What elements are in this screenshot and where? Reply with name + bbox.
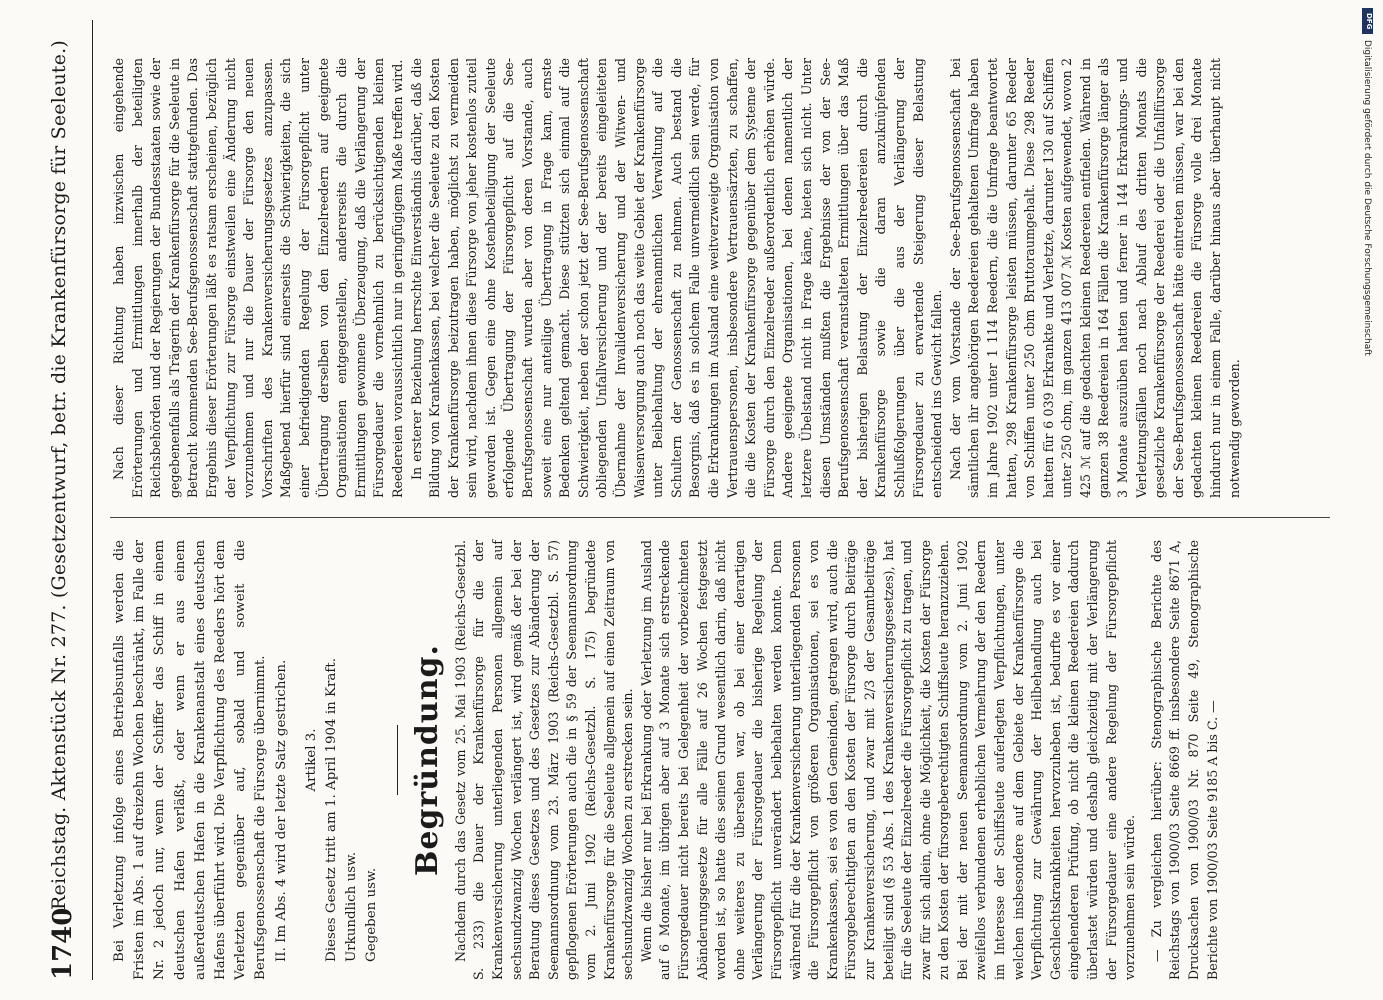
header-rule (92, 20, 93, 980)
paragraph: Wenn die bisher nur bei Erkrankung oder Verletzung im Ausland auf 6 Monate, im übrigen aber auf 3 Monate sich erstreckende Fürsorgedauer nicht bereits bei Gelegenheit der vorbezeichneten Abänderungsgesetze für alle Fälle auf 26 Wochen festgesetzt worden ist, so hatte dies seinen Grund wesentlich darin, daß nicht ohne weiteres zu übersehen war, ob bei einer derartigen Verlängerung der Fürsorgedauer die bisherige Regelung der Fürsorgepflicht unverändert beibehalten werden konnte. Denn während für die der Krankenversicherung unterliegenden Personen die Fürsorgepflicht von größeren Organisationen, sei es von Krankenkassen, sei es von den Gemeinden, getragen wird, auch die Fürsorgeberechtigten an den Kosten der Fürsorge durch Beiträge zur Krankenversicherung, und zwar mit 2/3 der Gesamtbeiträge beteiligt sind (§ 53 Abs. 1 des Krankenversicherungsgesetzes), hat für die Seeleute der Einzelreeder die Fürsorgepflicht zu tragen, und zwar für sich allein, ohne die Möglichkeit, die Kosten der Fürsorge zu den Kosten der fürsorgeberechtigten Schiffsleute heranzuziehen. Bei der mit der neuen Seemannsordnung vom 2. Juni 1902 zweifellos verbundenen erheblichen Vermehrung der den Reedern im Interesse der Schiffsleute auferlegten Verpflichtungen, unter welchen insbesondere auf dem Gebiete der Krankenfürsorge die Verpflichtung zur Gewährung der Heilbehandlung auch bei Geschlechtskrankheiten hervorzuheben ist, bedurfte es vor einer eingehenderen Prüfung, ob nicht die kleinen Reedereien dadurch überlastet würden und deshalb gleichzeitig mit der Verlängerung der Fürsorgedauer eine andere Regelung der Fürsorgepflicht vorzunehmen sein würde. (638, 540, 1138, 980)
left-column (110, 540, 1222, 980)
paragraph: In ersterer Beziehung herrschte Einverständnis darüber, daß die Bildung von Krankenkassen, bei welcher die Seeleute zu den Kosten der Krankenfürsorge beizutragen haben, möglichst zu vermeiden sein wird, nachdem ihnen diese Fürsorge von jeher kostenlos zuteil geworden ist. Gegen eine ohne Kostenbeteiligung der Seeleute erfolgende Übertragung der Fürsorgepflicht auf die See-Berufsgenossenschaft wurden aber von deren Vorstande, auch soweit eine nur anteilige Übertragung in Frage kam, ernste Bedenken geltend gemacht. Diese stützten sich einmal auf die Schwierigkeit, neben der schon jetzt der See-Berufsgenossenschaft obliegenden Unfallversicherung und der bereits eingeleiteten Übernahme der Invalidenversicherung und der Witwen- und Waisenversorgung auch noch das weite Gebiet der Krankenfürsorge unter Beibehaltung der ehrenamtlichen Verwaltung auf die Schultern der Genossenschaft zu nehmen. Auch bestand die Besorgnis, daß es in solchem Falle unvermeidlich sein werde, für die Erkrankungen im Ausland eine weitverzweigte Organisation von Vertrauenspersonen, insbesondere Vertrauensärzten, zu schaffen, die die Kosten der Krankenfürsorge gegenüber dem Systeme der Fürsorge durch den Einzelreeder außerordentlich erhöhen würde. Andere geeignete Organisationen, bei denen namentlich der letztere Übelstand nicht in Frage käme, bieten sich nicht. Unter diesen Umständen mußten die Ergebnisse der von der See-Berufsgenossenschaft veranstalteten Ermittlungen über das Maß der bisherigen Belastung der Einzelreedereien durch die Krankenfürsorge sowie die daran anzuknüpfenden Schlußfolgerungen über die aus der Verlängerung der Fürsorgedauer zu erwartende Steigerung dieser Belastung entscheidend ins Gewicht fallen. (408, 58, 945, 498)
dfg-logo: DFG (1362, 8, 1373, 34)
right-column (110, 58, 1244, 498)
paragraph: Nach dieser Richtung haben inzwischen eingehende Erörterungen und Ermittlungen innerhalb der beteiligten Reichsbehörden und der Regierungen der Bundesstaaten sowie der gegebenenfalls als Trägerin der Krankenfürsorge für die Seeleute in Betracht kommenden See-Berufsgenossenschaft stattgefunden. Das Ergebnis dieser Erörterungen läßt es ratsam erscheinen, bezüglich der Verpflichtung zur Fürsorge einstweilen eine Änderung nicht vorzunehmen und nur die Dauer der Fürsorge den neuen Vorschriften des Krankenversicherungsgesetzes anzupassen. Maßgebend hierfür sind einerseits die Schwierigkeiten, die sich einer befriedigenden Regelung der Fürsorgepflicht unter Übertragung derselben von den Einzelreedern auf geeignete Organisationen entgegenstellen, andererseits die durch die Ermittlungen gewonnene Überzeugung, daß die Verlängerung der Fürsorgedauer die vornehmlich zu berücksichtigenden kleinen Reedereien voraussichtlich nur in geringfügigem Maße treffen wird. (111, 58, 405, 498)
divider (397, 725, 398, 795)
paragraph: Bei Verletzung infolge eines Betriebsunfalls werden die Fristen im Abs. 1 auf dreizehn Wochen beschränkt, im Falle der Nr. 2 jedoch nur, wenn der Schiffer das Schiff in einem deutschen Hafen verläßt, oder wenn er aus einem außerdeutschen Hafen in die Krankenanstalt eines deutschen Hafens überführt wird. Die Verpflichtung des Reeders hört dem Verletzten gegenüber auf, sobald und soweit die Berufsgenossenschaft die Fürsorge übernimmt. (112, 540, 269, 980)
page-content (40, 20, 1360, 980)
paragraph: Nach der vom Vorstande der See-Berufsgenossenschaft bei sämtlichen ihr angehörigen Reedereien gehaltenen Umfrage haben im Jahre 1902 unter 1 114 Reedern, die die Umfrage beantwortet hatten, 298 Krankenfürsorge leisten müssen, darunter 65 Reeder von Schiffen unter 250 cbm Bruttoraumgehalt. Diese 298 Reeder hatten für 6 039 Erkrankte und Verletzte, darunter 130 auf Schiffen unter 250 cbm, im ganzen 413 007 ℳ Kosten aufgewendet, wovon 2 425 ℳ auf die gedachten kleinen Reedereien entfielen. Während in ganzen 38 Reedereien in 164 Fällen die Krankenfürsorge länger als 3 Monate auszuüben hatten und ferner in 144 Erkrankungs- und Verletzungsfällen noch nach Ablauf des dritten Monats die gesetzliche Krankenfürsorge der Reederei oder die Unfallfürsorge der See-Berufsgenossenschaft hätte eintreten müssen, war bei den gedachten kleinen Reedereien die Fürsorge volle drei Monate hindurch nur in einem Falle, darüber hinaus aber überhaupt nicht notwendig geworden. (947, 58, 1242, 498)
paragraph: Nachdem durch das Gesetz vom 25. Mai 1903 (Reichs-Gesetzbl. S. 233) die Dauer der Krankenfürsorge für die der Krankenversicherung unterliegenden Personen allgemein auf sechsundzwanzig Wochen verlängert ist, wird gemäß der bei der Beratung dieses Gesetzes und des Gesetzes zur Abänderung der Seemannsordnung vom 23. März 1903 (Reichs-Gesetzbl. S. 57) gepflogenen Erörterungen auch die in § 59 der Seemannsordnung vom 2. Juni 1902 (Reichs-Gesetzbl. S. 175) begründete Krankenfürsorge für die Seeleute allgemein auf einen Zeitraum von sechsundzwanzig Wochen zu erstrecken sein. (452, 540, 636, 980)
paragraph: II. Im Abs. 4 wird der letzte Satz gestrichen. (273, 659, 289, 962)
page-header (40, 20, 96, 980)
paragraph: Gegeben usw. (364, 867, 380, 962)
running-title: Reichstag. Aktenstück Nr. 277. (Gesetzentwurf, betr. die Krankenfürsorge für Seeleute.) (48, 39, 70, 910)
reference-note: — Zu vergleichen hierüber: Stenographische Berichte des Reichstags von 1900/03 Seite 8669 ff. insbesondere Seite 8671 A, Drucksachen von 1900/03 Nr. 870 Seite 49, Stenographische Berichte von 1900/03 Seite 9185 A bis C. — (1148, 540, 1220, 980)
article-heading: Artikel 3. (303, 728, 319, 792)
digitization-credit: Digitalisierung gefördert durch die Deutsche Forschungsgemeinschaft (1362, 40, 1372, 356)
column-divider (110, 517, 1330, 518)
section-heading: Begründung. (409, 644, 445, 876)
page-number: 1740 (48, 907, 78, 980)
paragraph: Urkundlich usw. (344, 851, 360, 962)
paragraph: Dieses Gesetz tritt am 1. April 1904 in Kraft. (324, 658, 340, 962)
